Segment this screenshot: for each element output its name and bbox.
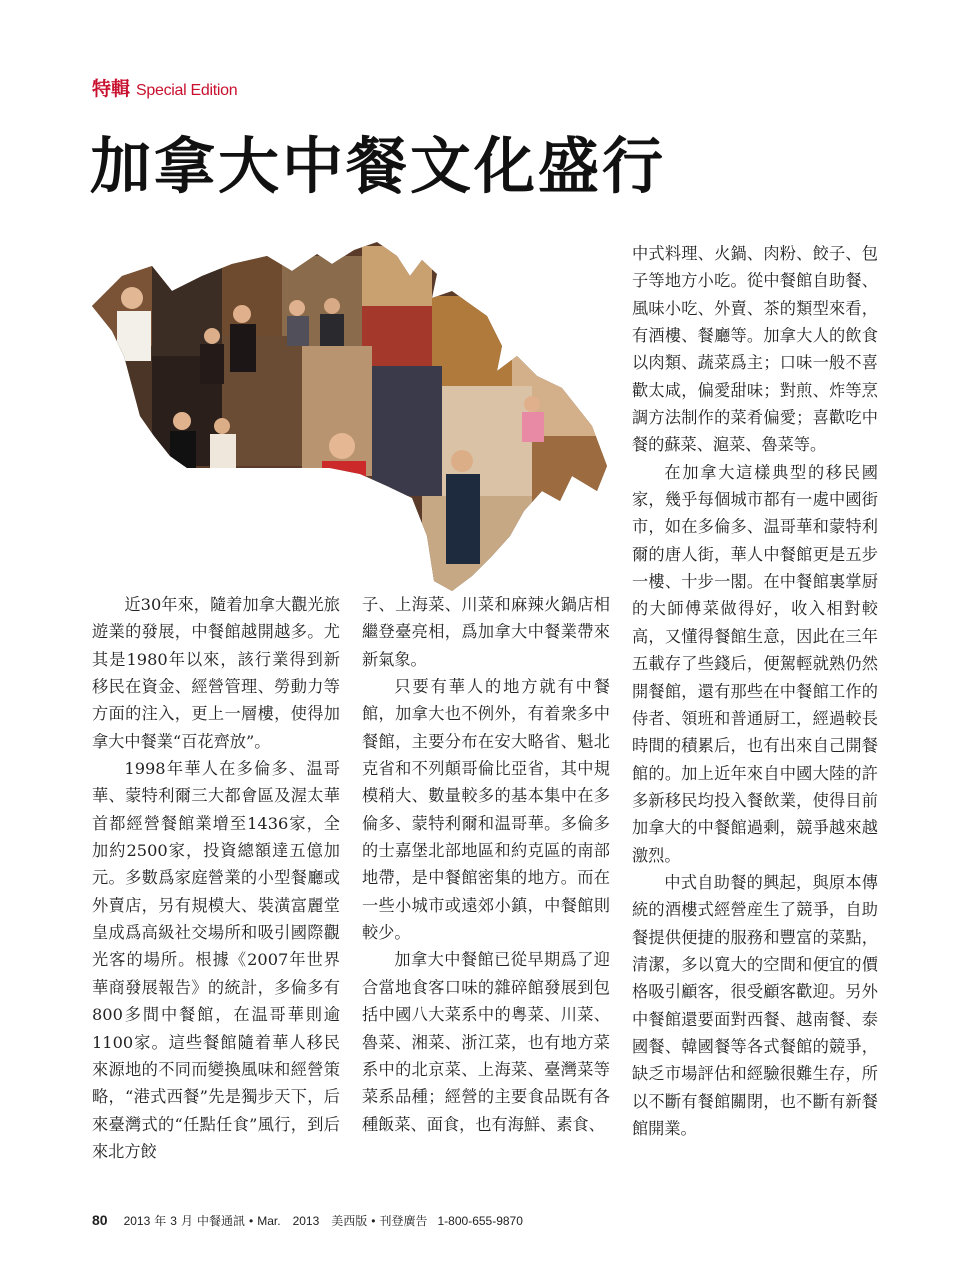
paragraph: 1998年華人在多倫多、温哥華、蒙特利爾三大都會區及渥太華首都經營餐館業增至1436家，全加約2500家，投資總額達五億加元。多數爲家庭營業的小型餐廳或外賣店，另有規模大、裝潢富麗堂皇成爲高級社交場所和吸引國際觀光客的場所。根據《2007年世界華商發展報告》的統計，多倫多有800多間中餐館，在温哥華則逾1100家。這些餐館隨着華人移民來源地的不同而變換風味和經營策略，“港式西餐”先是獨步天下，后來臺灣式的“任點任食”風行，到后來北方餃 <box>92 759 340 1161</box>
paragraph: 中式自助餐的興起，與原本傳統的酒樓式經營産生了競爭，自助餐提供便捷的服務和豐富的菜點，清潔，多以寬大的空間和便宜的價格吸引顧客，很受顧客歡迎。另外中餐館還要面對西餐、越南餐、泰國餐、韓國餐等各式餐館的競爭，缺乏市場評估和經驗很難生存，所以不斷有餐館關閉，也不斷有新餐館開業。 <box>632 872 878 1138</box>
page-footer <box>92 1212 527 1229</box>
footer-year-2: 2013 <box>292 1214 320 1228</box>
footer-month-en: Mar. <box>257 1214 281 1228</box>
canada-map-photo-collage <box>92 236 612 596</box>
footer-month-zh: 月 <box>180 1214 193 1228</box>
footer-year: 2013 <box>123 1214 151 1228</box>
section-kicker <box>92 74 237 101</box>
section-label-en: Special Edition <box>136 82 238 99</box>
section-label-zh: 特輯 <box>92 78 131 100</box>
paragraph: 在加拿大這樣典型的移民國家，幾乎每個城市都有一處中國街市，如在多倫多、温哥華和蒙特利爾的唐人街，華人中餐館更是五步一樓、十步一閣。在中餐館裏掌厨的大師傅菜做得好，收入相對較高，又懂得餐館生意，因此在三年五載存了些錢后，便駕輕就熟仍然開餐館，還有那些在中餐館工作的侍者、領班和普通厨工，經過較長時間的積累后，也有出來自己開餐館的。加上近年來自中國大陸的許多新移民均投入餐飲業，使得目前加拿大的中餐館過剩，競爭越來越激烈。 <box>632 462 878 865</box>
body-column-2 <box>362 591 610 1138</box>
paragraph: 子、上海菜、川菜和麻辣火鍋店相繼登臺亮相，爲加拿大中餐業帶來新氣象。 <box>362 595 610 669</box>
body-column-1 <box>92 591 340 1165</box>
footer-edition: 美西版 <box>331 1214 368 1228</box>
footer-dot: • <box>249 1214 254 1228</box>
footer-phone: 1-800-655-9870 <box>437 1214 523 1228</box>
paragraph: 加拿大中餐館已從早期爲了迎合當地食客口味的雜碎館發展到包括中國八大菜系中的粵菜、川菜、魯菜、湘菜、浙江菜，也有地方菜系中的北京菜、上海菜、臺灣菜等菜系品種；經營的主要食品既有各種飯菜、面食，也有海鮮、素食、 <box>362 950 610 1134</box>
footer-magazine: 中餐通訊 <box>197 1214 246 1228</box>
canada-map-icon <box>92 236 612 596</box>
footer-ad: 刊登廣告 <box>379 1214 428 1228</box>
page-number: 80 <box>92 1212 108 1228</box>
footer-year-zh: 年 <box>154 1214 167 1228</box>
paragraph: 只要有華人的地方就有中餐館，加拿大也不例外，有着衆多中餐館，主要分布在安大略省、魁北克省和不列顛哥倫比亞省，其中規模稍大、數量較多的基本集中在多倫多、蒙特利爾和温哥華。多倫多的士嘉堡北部地區和約克區的南部地帶，是中餐館密集的地方。而在一些小城市或遠郊小鎮，中餐館則較少。 <box>362 677 610 943</box>
body-column-3 <box>632 240 878 1142</box>
footer-month: 3 <box>170 1214 177 1228</box>
paragraph: 中式料理、火鍋、肉粉、餃子、包子等地方小吃。從中餐館自助餐、風味小吃、外賣、茶的類型來看，有酒樓、餐廳等。加拿大人的飲食以肉類、蔬菜爲主；口味一般不喜歡太咸，偏愛甜味；對煎、炸等烹調方法制作的菜肴偏愛；喜歡吃中餐的蘇菜、滬菜、魯菜等。 <box>632 244 878 455</box>
page-title: 加拿大中餐文化盛行 <box>90 131 667 202</box>
footer-dot-2: • <box>371 1214 376 1228</box>
paragraph: 近30年來，隨着加拿大觀光旅遊業的發展，中餐館越開越多。尤其是1980年以來，該行業得到新移民在資金、經營管理、勞動力等方面的注入，更上一層樓，使得加拿大中餐業“百花齊放”。 <box>92 595 340 751</box>
